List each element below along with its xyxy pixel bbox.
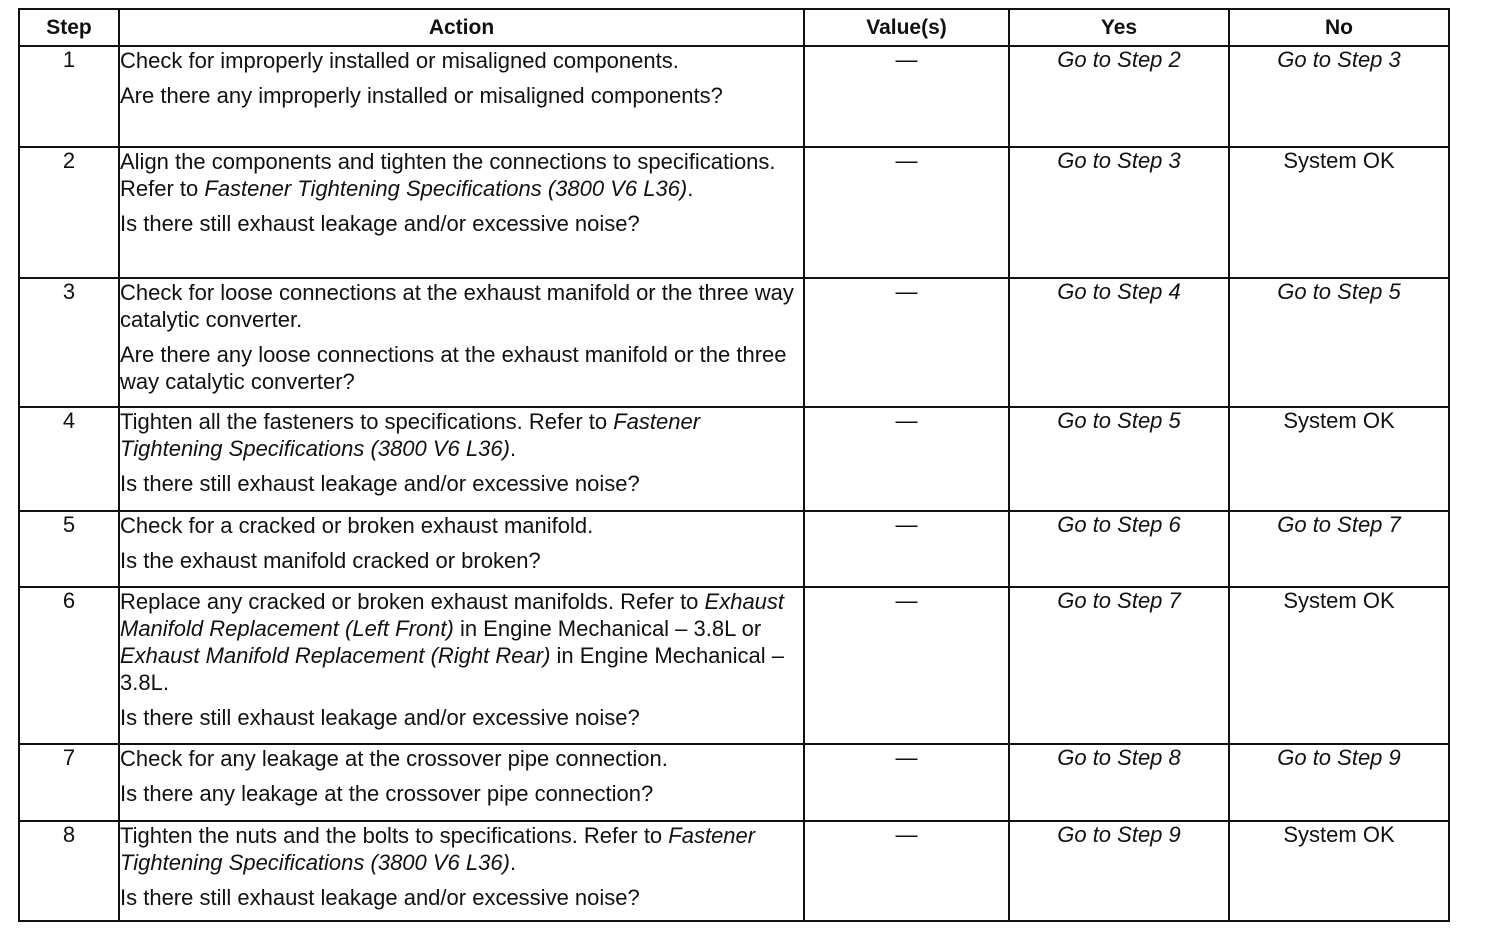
action-question: Is there any leakage at the crossover pipe connection? <box>120 781 654 806</box>
no-outcome <box>1229 744 1449 821</box>
diagnostic-table <box>18 8 1450 922</box>
header-yes: Yes <box>1009 9 1229 46</box>
instruction-text: Tighten all the fasteners to specifications. Refer to <box>120 409 614 434</box>
no-outcome <box>1229 821 1449 921</box>
table-row <box>19 587 1449 744</box>
step-number: 2 <box>19 147 119 278</box>
no-outcome <box>1229 46 1449 147</box>
yes-link: Go to Step 6 <box>1057 512 1181 537</box>
table-row <box>19 744 1449 821</box>
table-row <box>19 278 1449 407</box>
step-number: 5 <box>19 511 119 587</box>
header-action: Action <box>119 9 804 46</box>
action-question: Are there any loose connections at the exhaust manifold or the three way catalytic converter? <box>120 342 787 394</box>
table-row <box>19 147 1449 278</box>
no-result: System OK <box>1283 822 1395 847</box>
no-outcome <box>1229 587 1449 744</box>
no-outcome <box>1229 147 1449 278</box>
table-header-row <box>19 9 1449 46</box>
action-question: Are there any improperly installed or misaligned components? <box>120 83 723 108</box>
action-cell <box>119 744 804 821</box>
yes-link: Go to Step 8 <box>1057 745 1181 770</box>
action-cell <box>119 407 804 511</box>
instruction-text: . <box>509 850 517 875</box>
action-instruction: Check for any leakage at the crossover pipe connection. <box>120 746 668 771</box>
action-question: Is there still exhaust leakage and/or excessive noise? <box>120 471 640 496</box>
no-outcome <box>1229 407 1449 511</box>
step-number: 7 <box>19 744 119 821</box>
instruction-text: . <box>687 176 694 201</box>
action-cell <box>119 278 804 407</box>
yes-link: Go to Step 7 <box>1057 588 1181 613</box>
table-row <box>19 46 1449 147</box>
table-row <box>19 821 1449 921</box>
instruction-text: Replace any cracked or broken exhaust manifolds. Refer to <box>120 589 705 614</box>
reference-title: Exhaust Manifold Replacement (Left Front) <box>120 589 785 641</box>
value-cell: — <box>804 587 1009 744</box>
yes-outcome <box>1009 278 1229 407</box>
value-cell: — <box>804 744 1009 821</box>
value-cell: — <box>804 407 1009 511</box>
value-cell: — <box>804 821 1009 921</box>
action-instruction: Check for loose connections at the exhaust manifold or the three way catalytic converter. <box>120 280 794 332</box>
yes-outcome <box>1009 407 1229 511</box>
no-link: Go to Step 3 <box>1277 47 1401 72</box>
yes-outcome <box>1009 147 1229 278</box>
action-question: Is the exhaust manifold cracked or broken? <box>120 548 541 573</box>
no-result: System OK <box>1283 588 1395 613</box>
action-cell <box>119 46 804 147</box>
reference-title: Fastener Tightening Specifications (3800 V6 L36) <box>204 176 688 201</box>
header-step: Step <box>19 9 119 46</box>
instruction-text: . <box>509 436 517 461</box>
action-cell <box>119 587 804 744</box>
action-instruction <box>120 148 803 202</box>
step-number: 1 <box>19 46 119 147</box>
action-question: Is there still exhaust leakage and/or excessive noise? <box>120 885 640 910</box>
action-instruction <box>120 408 803 462</box>
header-no: No <box>1229 9 1449 46</box>
instruction-text: Tighten the nuts and the bolts to specifications. Refer to <box>120 823 669 848</box>
reference-title: Fastener Tightening Specifications (3800 V6 L36) <box>120 409 701 461</box>
yes-outcome <box>1009 744 1229 821</box>
value-cell: — <box>804 147 1009 278</box>
action-instruction <box>120 588 803 696</box>
reference-title: Exhaust Manifold Replacement (Right Rear) <box>120 643 551 668</box>
yes-outcome <box>1009 46 1229 147</box>
action-cell <box>119 821 804 921</box>
table-row <box>19 511 1449 587</box>
action-question: Is there still exhaust leakage and/or excessive noise? <box>120 211 640 236</box>
instruction-text: in Engine Mechanical – 3.8L. <box>120 643 785 695</box>
action-cell <box>119 511 804 587</box>
yes-link: Go to Step 3 <box>1057 148 1181 173</box>
no-result: System OK <box>1283 408 1395 433</box>
value-cell: — <box>804 46 1009 147</box>
yes-link: Go to Step 5 <box>1057 408 1181 433</box>
step-number: 6 <box>19 587 119 744</box>
step-number: 4 <box>19 407 119 511</box>
diagnostic-table-container <box>18 8 1450 922</box>
action-question: Is there still exhaust leakage and/or excessive noise? <box>120 705 640 730</box>
no-link: Go to Step 7 <box>1277 512 1401 537</box>
action-instruction <box>120 822 803 876</box>
action-instruction: Check for improperly installed or misaligned components. <box>120 48 679 73</box>
yes-outcome <box>1009 587 1229 744</box>
yes-outcome <box>1009 511 1229 587</box>
action-instruction: Check for a cracked or broken exhaust manifold. <box>120 513 594 538</box>
instruction-text: in Engine Mechanical – 3.8L or <box>453 616 762 641</box>
table-row <box>19 407 1449 511</box>
yes-link: Go to Step 4 <box>1057 279 1181 304</box>
no-outcome <box>1229 278 1449 407</box>
value-cell: — <box>804 278 1009 407</box>
step-number: 8 <box>19 821 119 921</box>
no-link: Go to Step 5 <box>1277 279 1401 304</box>
step-number: 3 <box>19 278 119 407</box>
no-outcome <box>1229 511 1449 587</box>
reference-title: Fastener Tightening Specifications (3800 V6 L36) <box>120 823 756 875</box>
no-link: Go to Step 9 <box>1277 745 1401 770</box>
yes-outcome <box>1009 821 1229 921</box>
action-cell <box>119 147 804 278</box>
yes-link: Go to Step 9 <box>1057 822 1181 847</box>
header-values: Value(s) <box>804 9 1009 46</box>
value-cell: — <box>804 511 1009 587</box>
instruction-text: Align the components and tighten the connections to specifications. Refer to <box>120 149 776 201</box>
yes-link: Go to Step 2 <box>1057 47 1181 72</box>
no-result: System OK <box>1283 148 1395 173</box>
